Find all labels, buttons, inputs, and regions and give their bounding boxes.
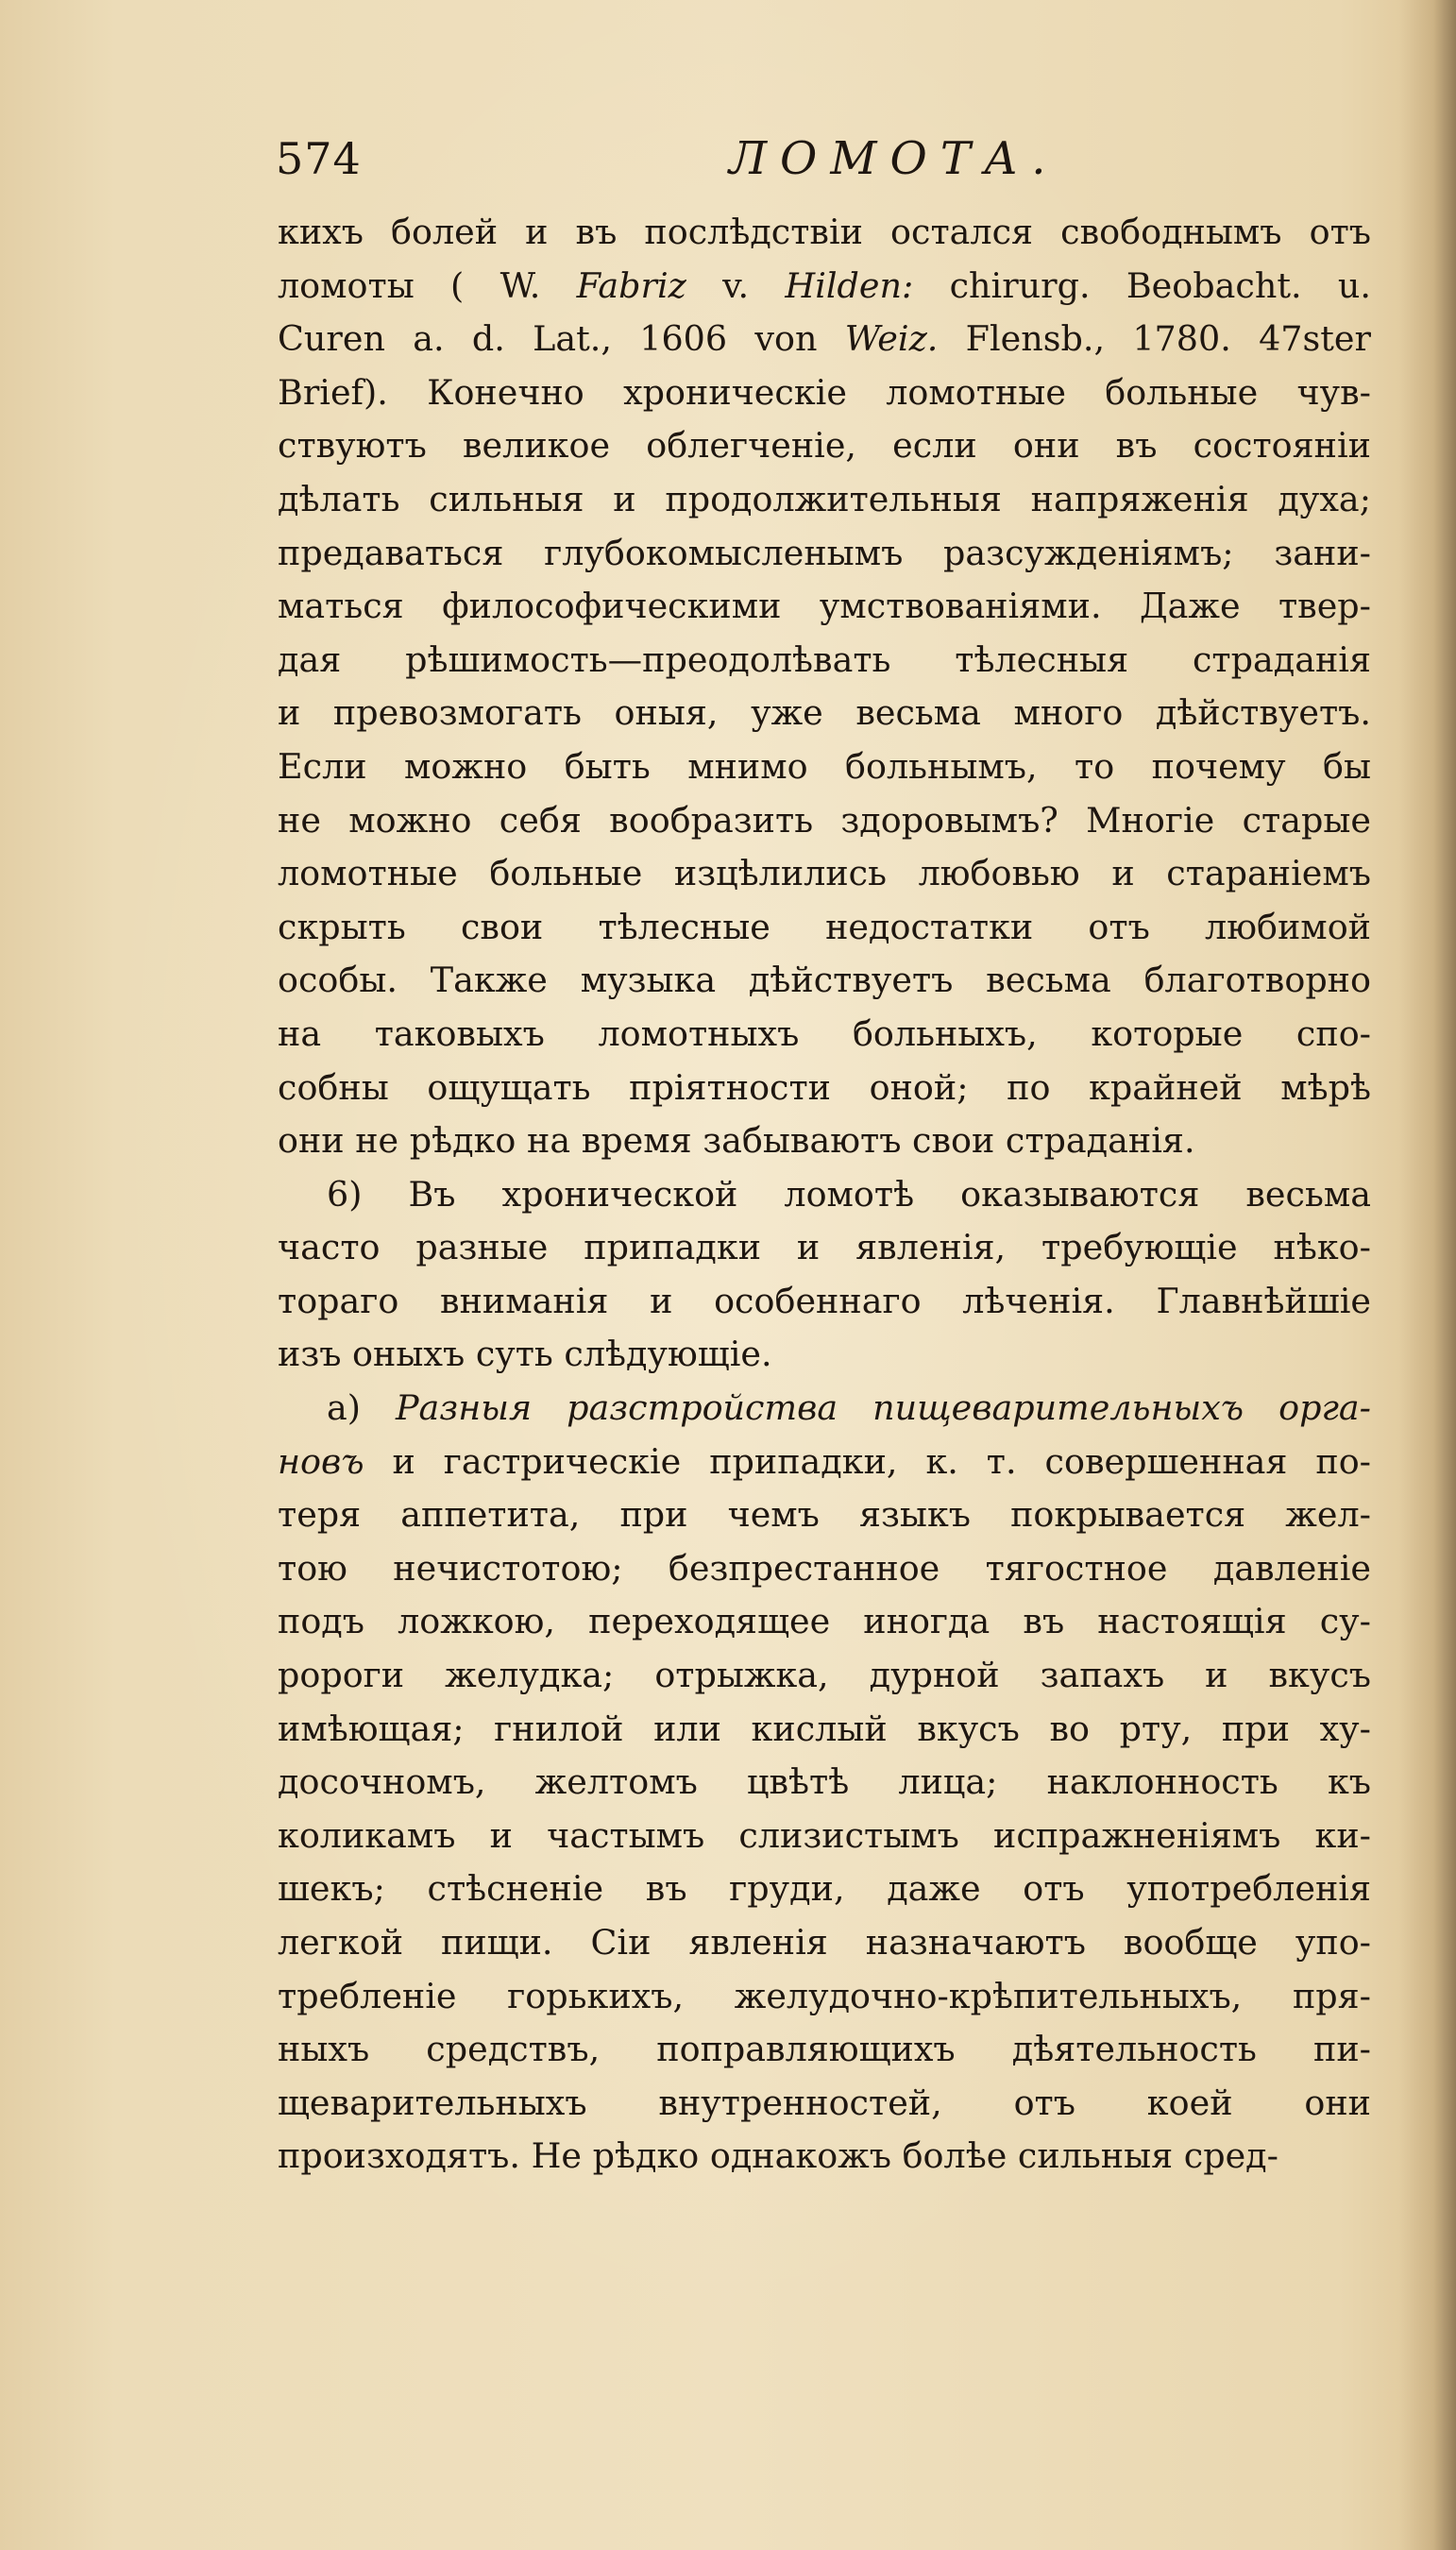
text-run: и гастрическіе припадки, к. т. совершенная по- xyxy=(364,1440,1371,1482)
text-run: предаваться глубокомысленымъ разсужденіямъ; зани- xyxy=(278,532,1371,573)
text-run: досочномъ, желтомъ цвѣтѣ лица; наклонность къ xyxy=(278,1761,1371,1803)
text-line xyxy=(278,419,1371,473)
text-run: часто разные припадки и явленія, требующіе нѣко- xyxy=(278,1227,1371,1268)
text-line xyxy=(278,794,1371,848)
text-line xyxy=(278,580,1371,634)
running-head: ЛОМОТА. xyxy=(729,132,1059,185)
page-header xyxy=(276,130,1362,187)
text-line xyxy=(278,260,1371,314)
italic-text-run: Hilden: xyxy=(785,264,914,306)
text-line xyxy=(278,1916,1371,1970)
text-run: ныхъ средствъ, поправляющихъ дѣятельность пи- xyxy=(278,2029,1371,2070)
page-number: 574 xyxy=(276,133,362,184)
text-line xyxy=(278,740,1371,794)
text-run: Brief). Конечно хроническіе ломотные больные чув- xyxy=(278,371,1371,413)
text-line xyxy=(278,1275,1371,1329)
text-line xyxy=(278,1221,1371,1275)
text-line xyxy=(278,634,1371,688)
text-run: v. xyxy=(686,264,786,306)
text-line xyxy=(278,366,1371,420)
text-line xyxy=(278,206,1371,260)
text-run: маться философическими умствованіями. Даже твер- xyxy=(278,586,1371,627)
text-run: теря аппетита, при чемъ языкъ покрывается жел- xyxy=(278,1494,1371,1536)
text-run: подъ ложкою, переходящее иногда въ настоящія су- xyxy=(278,1601,1371,1642)
text-line xyxy=(278,473,1371,527)
text-run: дая рѣшимость—преодолѣвать тѣлесныя страданія xyxy=(278,638,1371,680)
text-run: ророги желудка; отрыжка, дурной запахъ и вкусъ xyxy=(278,1655,1371,1696)
text-line xyxy=(278,1008,1371,1062)
text-run: кихъ болей и въ послѣдствіи остался свободнымъ отъ xyxy=(278,212,1371,252)
text-line xyxy=(278,1970,1371,2024)
text-line xyxy=(278,1703,1371,1757)
text-line xyxy=(278,1488,1371,1542)
text-run: chirurg. Beobacht. u. xyxy=(913,264,1371,306)
italic-text-run: Fabriz xyxy=(576,264,686,306)
text-run: Flensb., 1780. 47ster xyxy=(938,318,1371,360)
text-run: скрыть свои тѣлесные недостатки отъ любимой xyxy=(278,906,1371,947)
text-line xyxy=(278,2023,1371,2077)
text-run: ствуютъ великое облегченіе, если они въ состояніи xyxy=(278,425,1371,467)
text-run: a) xyxy=(327,1387,396,1429)
text-run: и превозмогать оныя, уже весьма много дѣйствуетъ. xyxy=(278,692,1371,734)
text-line xyxy=(278,1168,1371,1222)
text-run: Curen a. d. Lat., 1606 von xyxy=(278,318,845,360)
text-run: на таковыхъ ломотныхъ больныхъ, которые спо- xyxy=(278,1012,1371,1054)
text-run: тораго вниманія и особеннаго лѣченія. Главнѣйшіе xyxy=(278,1280,1371,1321)
text-run: шекъ; стѣсненіе въ груди, даже отъ употребленія xyxy=(278,1868,1371,1910)
text-line xyxy=(278,1542,1371,1596)
text-line xyxy=(278,1862,1371,1916)
text-line xyxy=(278,1595,1371,1649)
text-run: Если можно быть мнимо больнымъ, то почему бы xyxy=(278,745,1371,787)
italic-text-run: Разныя разстройства пищеварительныхъ орга- xyxy=(395,1387,1371,1429)
text-line xyxy=(278,1436,1371,1489)
text-line xyxy=(278,1062,1371,1115)
text-line xyxy=(278,687,1371,740)
text-run: 6) Въ хронической ломотѣ оказываются весьма xyxy=(327,1173,1371,1215)
text-line xyxy=(278,1810,1371,1863)
text-run: они не рѣдко на время забываютъ свои страданія. xyxy=(278,1120,1195,1162)
text-line xyxy=(278,1382,1371,1436)
text-line xyxy=(278,847,1371,901)
text-line xyxy=(278,313,1371,366)
text-line xyxy=(278,527,1371,581)
text-line xyxy=(278,1328,1371,1382)
italic-text-run: Weiz. xyxy=(844,318,939,360)
text-line xyxy=(278,1756,1371,1810)
text-run: коликамъ и частымъ слизистымъ испражненіямъ ки- xyxy=(278,1814,1371,1856)
text-run: изъ оныхъ суть слѣдующіе. xyxy=(278,1334,772,1375)
text-run: дѣлать сильныя и продолжительныя напряженія духа; xyxy=(278,478,1371,519)
text-run: легкой пищи. Сіи явленія назначаютъ вообще упо- xyxy=(278,1922,1371,1963)
text-run: ломоты ( W. xyxy=(278,264,577,306)
text-line xyxy=(278,1649,1371,1703)
text-line xyxy=(278,2077,1371,2131)
text-line xyxy=(278,954,1371,1008)
text-run: тою нечистотою; безпрестанное тягостное давленіе xyxy=(278,1547,1371,1589)
text-run: произходятъ. Не рѣдко однакожъ болѣе сильныя сред- xyxy=(278,2135,1278,2177)
text-run: щеварительныхъ внутренностей, отъ коей они xyxy=(278,2082,1371,2123)
italic-text-run: новъ xyxy=(278,1440,364,1482)
body-text xyxy=(278,206,1371,2184)
text-line xyxy=(278,2130,1371,2184)
page-edge-shadow xyxy=(1399,0,1456,2550)
text-line xyxy=(278,901,1371,955)
text-run: требленіе горькихъ, желудочно-крѣпительныхъ, пря- xyxy=(278,1975,1371,2016)
text-line xyxy=(278,1114,1371,1168)
text-run: не можно себя вообразить здоровымъ? Многіе старые xyxy=(278,799,1371,841)
text-run: имѣющая; гнилой или кислый вкусъ во рту, при ху- xyxy=(278,1708,1371,1749)
text-run: ломотные больные изцѣлились любовью и стараніемъ xyxy=(278,853,1371,894)
text-run: собны ощущать пріятности оной; по крайней мѣрѣ xyxy=(278,1066,1371,1108)
text-run: особы. Также музыка дѣйствуетъ весьма благотворно xyxy=(278,960,1371,1001)
